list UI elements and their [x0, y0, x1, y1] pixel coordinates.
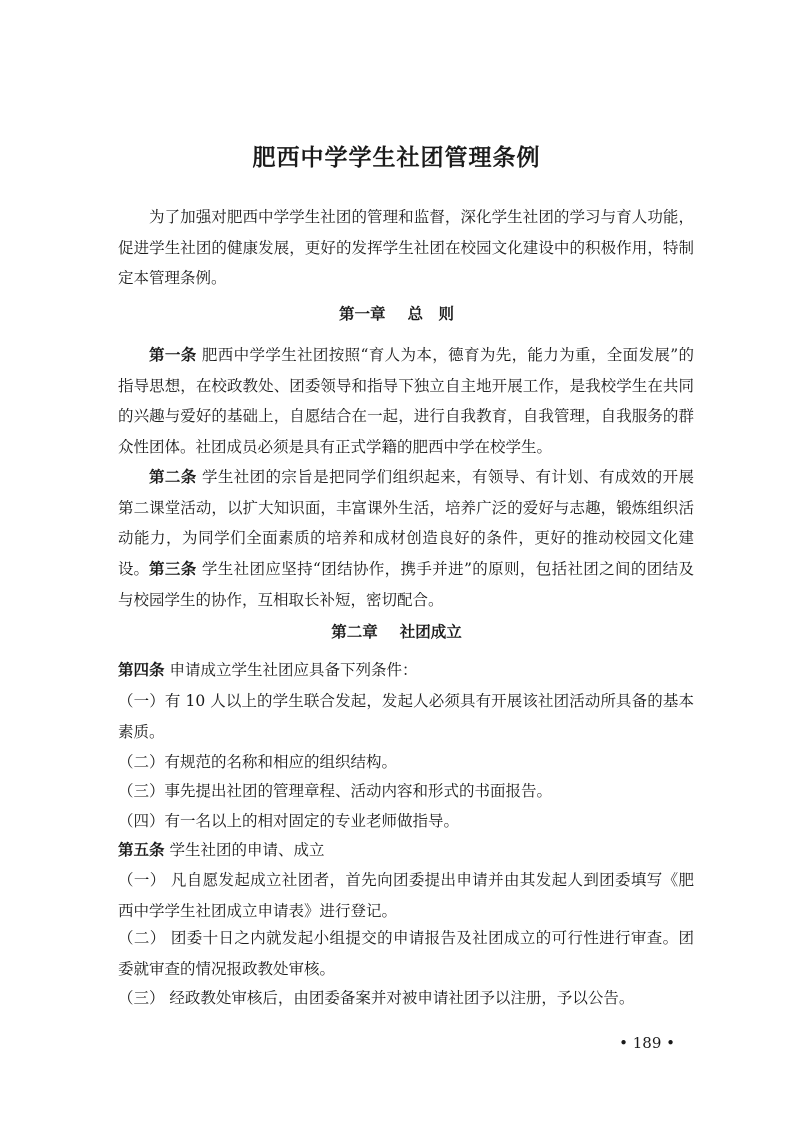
article-5-item-2: （二） 团委十日之内就发起小组提交的申请报告及社团成立的可行性进行审查。团委就审查的情况报政教处审核。: [118, 929, 694, 978]
article-1-text: 肥西中学学生社团按照“育人为本，德育为先，能力为重，全面发展”的指导思想，在校政教处、团委领导和指导下独立自主地开展工作，是我校学生在共同的兴趣与爱好的基础上，自愿结合在一起，进行自我教育，自我管理，自我服务的群众性团体。社团成员必须是具有正式学籍的肥西中学在校学生。: [118, 346, 694, 456]
article-4-item-2: （二）有规范的名称和相应的组织结构。: [118, 753, 398, 771]
chapter-1-number: 第一章: [338, 304, 386, 323]
preamble-paragraph: 为了加强对肥西中学学生社团的管理和监督，深化学生社团的学习与育人功能，促进学生社团的健康发展，更好的发挥学生社团在校园文化建设中的积极作用，特制定本管理条例。: [118, 208, 694, 287]
article-1-label: 第一条: [149, 345, 197, 364]
chapter-2-name: 社团成立: [399, 622, 462, 641]
article-4-text: 申请成立学生社团应具备下列条件：: [169, 661, 418, 679]
article-4-item-4: （四）有一名以上的相对固定的专业老师做指导。: [118, 812, 460, 830]
article-2-text: 学生社团的宗旨是把同学们组织起来，有领导、有计划、有成效的开展第二课堂活动，以扩大知识面，丰富课外生活，培养广泛的爱好与志趣，锻炼组织活动能力，为同学们全面素质的培养和成材创造良好的条件，更好的推动校园文化建设。: [118, 468, 694, 578]
chapter-2-heading: [0, 617, 793, 647]
article-3-label: 第三条: [149, 559, 197, 578]
article-1: [118, 340, 694, 462]
article-5-item-3: （三） 经政教处审核后，由团委备案并对被申请社团予以注册，予以公告。: [118, 989, 635, 1007]
article-4-item-1: （一）有 10 人以上的学生联合发起，发起人必须具有开展该社团活动所具备的基本素质。: [118, 692, 694, 741]
article-3-text: 学生社团应坚持“团结协作，携手并进”的原则，包括社团之间的团结及与校园学生的协作，互相取长补短，密切配合。: [118, 560, 694, 609]
article-2-label: 第二条: [149, 467, 197, 486]
chapter-1-heading: [0, 299, 793, 329]
page-number: • 189 •: [619, 1034, 675, 1052]
document-title: 肥西中学学生社团管理条例: [252, 144, 541, 171]
chapter-2-number: 第二章: [331, 622, 378, 641]
article-4-label: 第四条: [118, 660, 165, 679]
article-5: [118, 835, 694, 866]
article-5-text: 学生社团的申请、成立: [169, 841, 325, 859]
article-3: [118, 554, 694, 615]
article-4-item-3: （三）事先提出社团的管理章程、活动内容和形式的书面报告。: [118, 782, 553, 800]
chapter-1-name: 总 则: [407, 304, 455, 323]
article-5-item-1: （一） 凡自愿发起成立社团者，首先向团委提出申请并由其发起人到团委填写《肥西中学学生社团成立申请表》进行登记。: [118, 871, 694, 920]
article-5-label: 第五条: [118, 840, 165, 859]
article-4: [118, 655, 694, 686]
